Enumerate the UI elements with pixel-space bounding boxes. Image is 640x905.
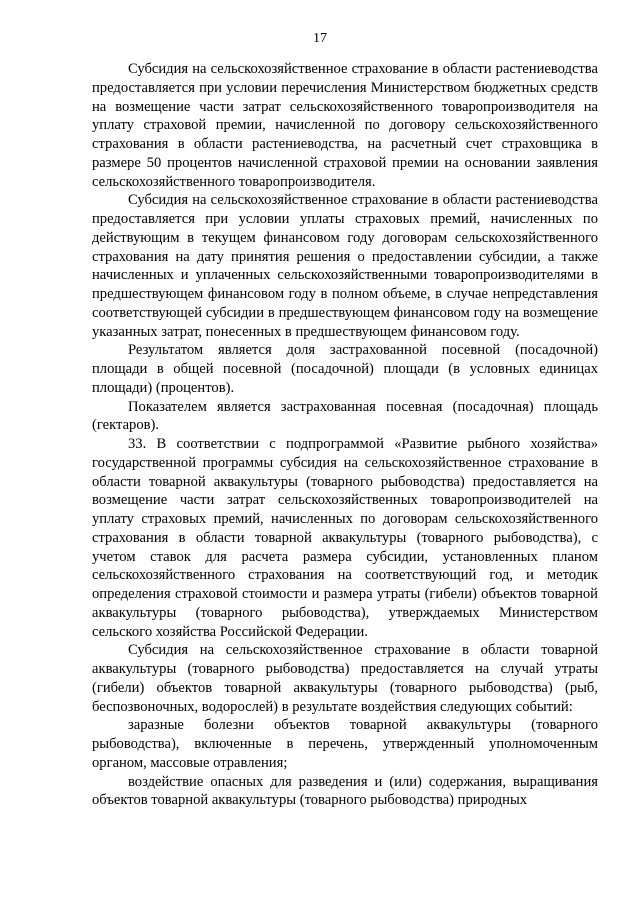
paragraph-crop-insurance-payment-condition: Субсидия на сельскохозяйственное страхование в области растениеводства предоставляется при условии перечисления Министерством бюджетных средств на возмещение части затрат сельскохозяйственного товаропроизводителя на уплату страховой премии, начисленной по договору сельскохозяйственного страхования в области растениеводства, на расчетный счет страховщика в размере 50 процентов начисленной страховой премии на основании заявления сельскохозяйственного товаропроизводителя. [92, 61, 598, 190]
document-body [92, 60, 598, 810]
page-number: 17 [313, 31, 327, 46]
paragraph-hazardous-conditions: воздействие опасных для разведения и (или) содержания, выращивания объектов товарной аквакультуры (товарного рыбоводства) природных [92, 773, 598, 809]
paragraph-indicator-definition: Показателем является застрахованная посевная (посадочная) площадь (гектаров). [92, 398, 598, 434]
paragraph-clause-33: 33. В соответствии с подпрограммой «Развитие рыбного хозяйства» государственной программы субсидия на сельскохозяйственное страхование в области товарной аквакультуры (товарного рыбоводства) предоставляется на возмещение части затрат сельскохозяйственных товаропроизводителей на уплату страховых премий, начисленных по договорам сельскохозяйственного страхования в области товарной аквакультуры (товарного рыбоводства), с учетом ставок для расчета размера субсидии, установленных планом сельскохозяйственного страхования на соответствующий год, и методик определения страховой стоимости и размера утраты (гибели) объектов товарной аквакультуры (товарного рыбоводства), утверждаемых Министерством сельского хозяйства Российской Федерации. [92, 436, 598, 640]
paragraph-aquaculture-insurance-events: Субсидия на сельскохозяйственное страхование в области товарной аквакультуры (товарного рыбоводства) предоставляется на случай утраты (гибели) объектов товарной аквакультуры (товарного рыбоводства) (рыб, беспозвоночных, водорослей) в результате воздействия следующих событий: [92, 642, 598, 715]
paragraph-crop-insurance-premium-condition: Субсидия на сельскохозяйственное страхование в области растениеводства предоставляется при условии уплаты страховых премий, начисленных по действующим в текущем финансовом году договорам сельскохозяйственного страхования на дату принятия решения о предоставлении субсидии, а также начисленных и уплаченных сельскохозяйственными товаропроизводителями в предшествующем финансовом году в полном объеме, в случае непредставления соответствующей субсидии в предшествующем финансовом году на возмещение указанных затрат, понесенных в предшествующем финансовом году. [92, 192, 598, 340]
paragraph-contagious-diseases: заразные болезни объектов товарной аквакультуры (товарного рыбоводства), включенные в перечень, утвержденный уполномоченным органом, массовые отравления; [92, 717, 598, 771]
paragraph-result-definition: Результатом является доля застрахованной посевной (посадочной) площади в общей посевной (посадочной) площади (в условных единицах площади) (процентов). [92, 342, 598, 396]
